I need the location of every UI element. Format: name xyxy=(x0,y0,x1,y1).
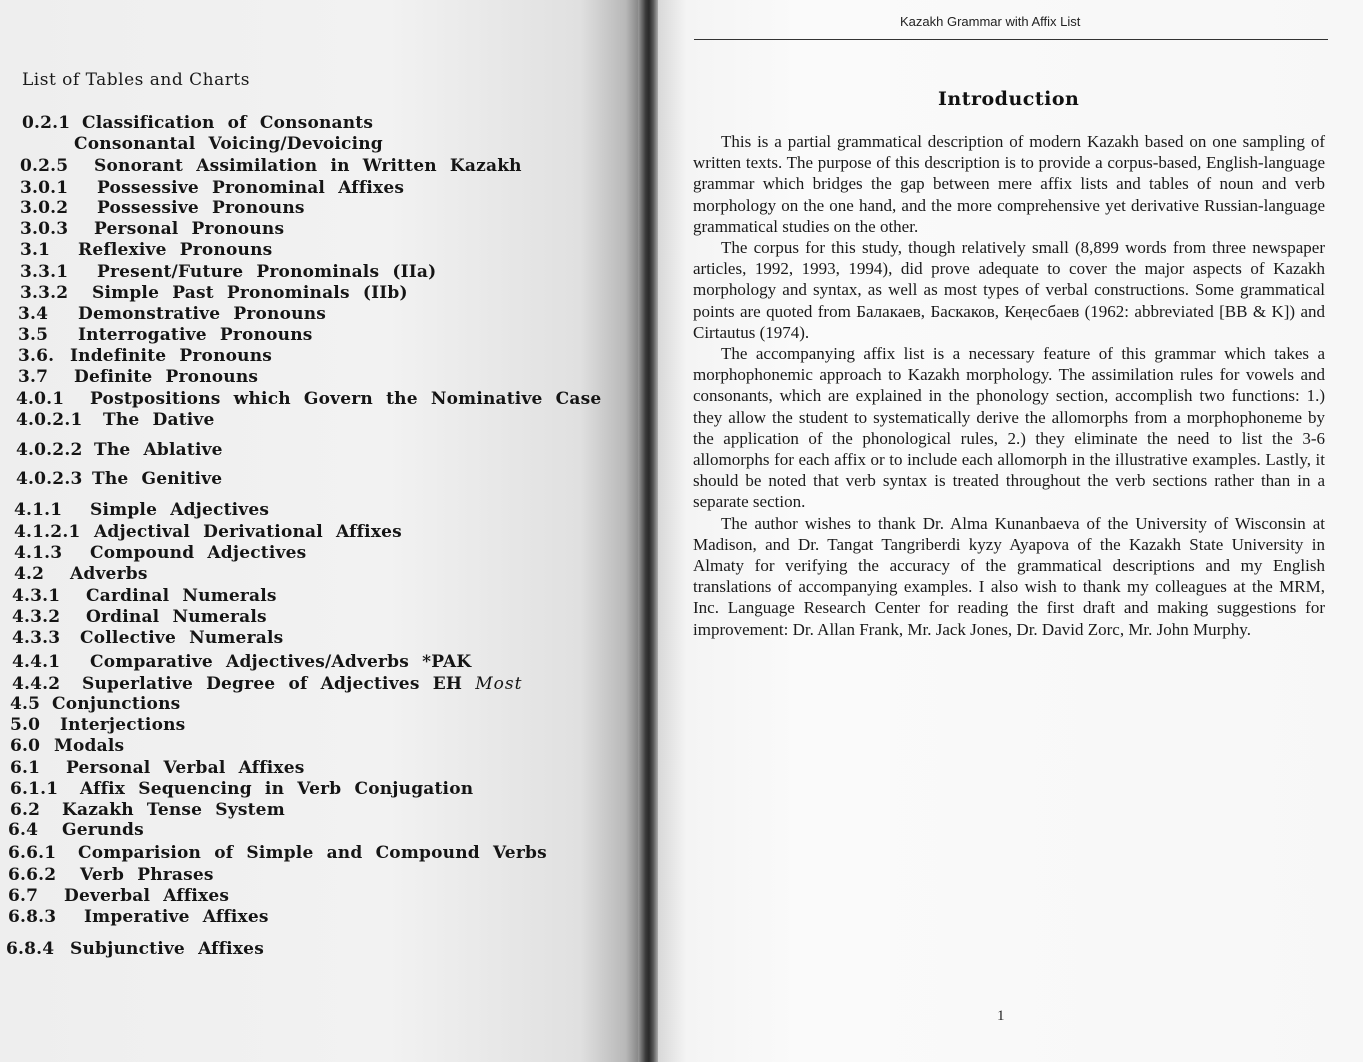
toc-entry xyxy=(20,156,522,176)
toc-entry-number: 4.3.3 xyxy=(12,628,61,648)
header-rule xyxy=(694,39,1328,40)
toc-entry xyxy=(18,325,313,345)
toc-entry-label: Indefinite Pronouns xyxy=(70,346,273,366)
toc-entry xyxy=(14,500,269,520)
toc-entry-label: Conjunctions xyxy=(52,694,181,714)
toc-entry-number: 6.1 xyxy=(10,758,41,778)
running-head: Kazakh Grammar with Affix List xyxy=(900,14,1081,29)
toc-entry-label: Subjunctive Affixes xyxy=(70,939,264,959)
toc-entry-label: Adverbs xyxy=(70,564,148,584)
toc-entry-label: Classification of Consonants xyxy=(82,113,374,133)
toc-entry xyxy=(20,283,408,303)
toc-entry-label: Interrogative Pronouns xyxy=(78,325,313,345)
toc-entry xyxy=(12,586,277,606)
toc-entry-label: Postpositions which Govern the Nominative Case xyxy=(90,389,602,409)
toc-entry xyxy=(12,652,471,672)
toc-entry-label: The Ablative xyxy=(94,440,223,460)
toc-entry-number: 3.3.2 xyxy=(20,283,69,303)
section-title: Introduction xyxy=(938,88,1080,110)
toc-entry-label: Comparision of Simple and Compound Verbs xyxy=(78,843,547,863)
toc-entry-label: Imperative Affixes xyxy=(84,907,269,927)
toc-entry-number: 0.2.1 xyxy=(22,113,71,133)
toc-entry-label: Interjections xyxy=(60,715,186,735)
toc-entry-number: 4.3.1 xyxy=(12,586,61,606)
toc-entry xyxy=(16,469,222,489)
toc-entry xyxy=(8,886,229,906)
toc-entry-label: Affix Sequencing in Verb Conjugation xyxy=(80,779,474,799)
toc-entry-label: Verb Phrases xyxy=(80,865,214,885)
toc-entry xyxy=(10,715,185,735)
toc-entry xyxy=(20,198,305,218)
toc-entry-number: 4.5 xyxy=(10,694,41,714)
toc-entry-number: 6.1.1 xyxy=(10,779,59,799)
toc-entry-number: 3.0.2 xyxy=(20,198,69,218)
toc-entry-label: The Genitive xyxy=(92,469,223,489)
toc-entry-label: Comparative Adjectives/Adverbs *PAK xyxy=(90,652,472,672)
toc-entry-label: Cardinal Numerals xyxy=(86,586,277,606)
toc-entry-label: Personal Pronouns xyxy=(94,219,285,239)
toc-entry xyxy=(20,178,404,198)
paragraph: The author wishes to thank Dr. Alma Kunanbaeva of the University of Wisconsin at Madison, and Dr. Tangat Tangriberdi kyzy Ayapova of the Kazakh State University in Almaty for verifying the accuracy of the grammatical descriptions and my English translations of accompanying examples. I also wish to thank my colleagues at the MRM, Inc. Language Research Center for reading the first draft and making suggestions for improvement: Dr. Allan Frank, Mr. Jack Jones, Dr. David Zorc, Mr. John Murphy. xyxy=(693,513,1325,639)
toc-entry-label: Possessive Pronominal Affixes xyxy=(97,178,405,198)
toc-entry-number: 6.4 xyxy=(8,820,39,840)
toc-entry xyxy=(18,304,326,324)
toc-entry-label: Reflexive Pronouns xyxy=(78,240,273,260)
toc-entry-label: Sonorant Assimilation in Written Kazakh xyxy=(94,156,522,176)
toc-entry-label: Simple Adjectives xyxy=(90,500,270,520)
toc-entry-number: 4.0.2.2 xyxy=(16,440,83,460)
toc-entry xyxy=(20,219,284,239)
toc-entry-number: 6.6.2 xyxy=(8,865,57,885)
toc-entry-number: 3.0.3 xyxy=(20,219,69,239)
toc-entry-number: 3.3.1 xyxy=(20,262,69,282)
toc-entry xyxy=(10,736,124,756)
toc-entry-label: Superlative Degree of Adjectives EH xyxy=(82,674,463,694)
toc-entry-label: Ordinal Numerals xyxy=(86,607,267,627)
toc-entry-number: 3.7 xyxy=(18,367,49,387)
paragraph: The accompanying affix list is a necessary feature of this grammar which takes a morphophonemic approach to Kazakh morphology. The assimilation rules for vowels and consonants, which are explained in the phonology section, accomplish two functions: 1.) they allow the student to systematically derive the allomorphs from a morphophoneme by the application of the phonological rules, 2.) they eliminate the need to list the 3-6 allomorphs for each affix or to include each allomorph in the illustrative examples. Lastly, it should be noted that verb syntax is treated throughout the verb sections rather than in a separate section. xyxy=(693,344,1325,512)
toc-entry xyxy=(16,410,215,430)
toc-entry-label: Personal Verbal Affixes xyxy=(66,758,305,778)
toc-entry-number: 4.0.2.3 xyxy=(16,469,83,489)
toc-entry xyxy=(14,564,148,584)
toc-entry xyxy=(22,134,383,154)
toc-entry xyxy=(10,694,180,714)
toc-entry-number: 4.4.1 xyxy=(12,652,61,672)
toc-title: List of Tables and Charts xyxy=(22,70,250,90)
toc-entry xyxy=(16,440,223,460)
book-gutter xyxy=(638,0,660,1062)
toc-entry-number: 3.0.1 xyxy=(20,178,69,198)
toc-entry-label: Demonstrative Pronouns xyxy=(78,304,327,324)
toc-entry-number: 4.1.2.1 xyxy=(14,522,81,542)
toc-entry xyxy=(6,939,264,959)
toc-entry xyxy=(8,865,214,885)
toc-entry-number: 4.2 xyxy=(14,564,45,584)
toc-entry-number: 6.0 xyxy=(10,736,41,756)
toc-entry-number: 4.4.2 xyxy=(12,674,61,694)
toc-entry xyxy=(20,262,436,282)
toc-entry-number: 6.8.4 xyxy=(6,939,55,959)
toc-entry xyxy=(20,240,272,260)
toc-entry xyxy=(14,543,306,563)
toc-entry xyxy=(8,843,547,863)
toc-entry-label: Definite Pronouns xyxy=(74,367,259,387)
toc-entry-label: Deverbal Affixes xyxy=(64,886,230,906)
toc-list xyxy=(0,0,640,1062)
toc-entry xyxy=(12,674,522,694)
toc-entry-number: 4.0.2.1 xyxy=(16,410,83,430)
introduction-body xyxy=(693,131,1325,640)
toc-entry-number: 4.3.2 xyxy=(12,607,61,627)
toc-entry-number: 3.5 xyxy=(18,325,49,345)
toc-entry xyxy=(10,758,305,778)
toc-entry xyxy=(10,800,285,820)
toc-entry-number: 5.0 xyxy=(10,715,41,735)
toc-entry-number: 4.1.3 xyxy=(14,543,63,563)
toc-entry xyxy=(12,628,283,648)
toc-entry xyxy=(16,389,601,409)
toc-entry-number: 6.2 xyxy=(10,800,41,820)
toc-entry xyxy=(18,346,272,366)
toc-entry-label: Consonantal Voicing/Devoicing xyxy=(74,134,383,154)
toc-entry-label: Simple Past Pronominals (IIb) xyxy=(92,283,408,303)
toc-entry-label: The Dative xyxy=(103,410,215,430)
toc-entry-italic-suffix: Most xyxy=(475,674,523,694)
toc-entry-label: Collective Numerals xyxy=(80,628,284,648)
toc-entry-number: 3.1 xyxy=(20,240,51,260)
toc-entry-number: 6.7 xyxy=(8,886,39,906)
toc-entry-number: 3.6. xyxy=(18,346,55,366)
toc-entry-label: Present/Future Pronominals (IIa) xyxy=(97,262,437,282)
toc-entry xyxy=(8,907,269,927)
toc-entry xyxy=(8,820,144,840)
paragraph: The corpus for this study, though relatively small (8,899 words from three newspaper articles, 1992, 1993, 1994), did prove adequate to cover the major aspects of Kazakh morphology and syntax, as well as most types of verbal constructions. Some grammatical points are quoted from Балакаев, Баскаков, Кеңесбаев (1962: abbreviated [BB & K]) and Cirtautus (1974). xyxy=(693,238,1325,342)
toc-entry-number: 0.2.5 xyxy=(20,156,69,176)
toc-entry-label: Modals xyxy=(54,736,125,756)
toc-entry xyxy=(12,607,267,627)
toc-entry-label: Kazakh Tense System xyxy=(62,800,285,820)
toc-entry-number: 6.6.1 xyxy=(8,843,57,863)
toc-entry-label: Gerunds xyxy=(62,820,144,840)
paragraph: This is a partial grammatical description of modern Kazakh based on one sampling of written texts. The purpose of this description is to provide a corpus-based, English-language grammar which bridges the gap between mere affix lists and tables of noun and verb morphology on the one hand, and the more comprehensive yet derivative Russian-language grammatical studies on the other. xyxy=(693,132,1325,236)
toc-entry-number: 4.1.1 xyxy=(14,500,63,520)
toc-entry-number: 3.4 xyxy=(18,304,49,324)
toc-entry-label: Adjectival Derivational Affixes xyxy=(94,522,402,542)
toc-entry-label: Compound Adjectives xyxy=(90,543,307,563)
toc-entry-number: 6.8.3 xyxy=(8,907,57,927)
toc-entry xyxy=(10,779,473,799)
toc-entry xyxy=(18,367,258,387)
toc-entry-number: 4.0.1 xyxy=(16,389,65,409)
toc-entry xyxy=(22,113,373,133)
toc-entry xyxy=(14,522,402,542)
page-number: 1 xyxy=(997,1008,1005,1024)
toc-entry-label: Possessive Pronouns xyxy=(97,198,305,218)
